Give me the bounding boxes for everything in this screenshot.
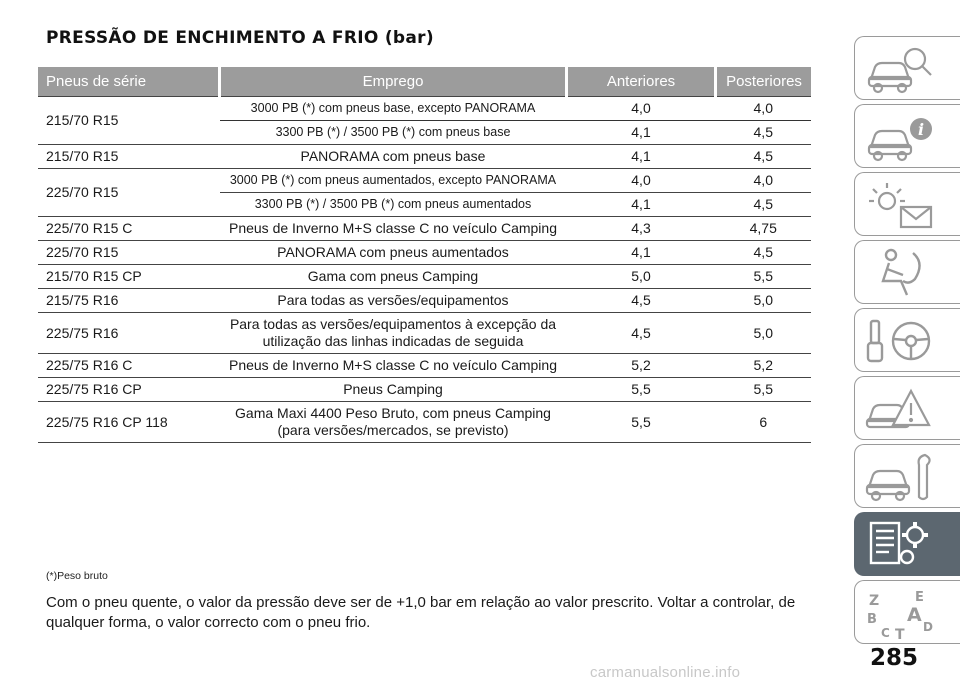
table-row [38,378,811,402]
tire-size-cell: 215/70 R15 CP [38,265,220,289]
side-tab-1[interactable] [854,36,960,100]
rear-pressure-cell: 4,0 [716,97,812,121]
side-tab-3[interactable] [854,172,960,236]
front-pressure-cell: 4,0 [567,169,716,193]
front-pressure-cell: 5,5 [567,378,716,402]
svg-text:A: A [907,604,922,626]
front-pressure-cell: 4,0 [567,97,716,121]
rear-pressure-cell: 4,5 [716,121,812,145]
side-tab-6[interactable] [854,376,960,440]
key-steering-wheel-icon [863,313,943,369]
pressure-table [38,67,811,443]
use-cell: Para todas as versões/equipamentos [220,289,567,313]
warning-light-message-icon [863,177,943,233]
use-cell: 3300 PB (*) / 3500 PB (*) com pneus base [220,121,567,145]
table-row [38,313,811,354]
table-header-row [38,67,811,97]
rear-pressure-cell: 4,5 [716,145,812,169]
page-number: 285 [870,645,919,671]
use-cell: Para todas as versões/equipamentos à excepção da utilização das linhas indicadas de seguida [220,313,567,354]
svg-text:C: C [881,626,890,640]
header-use: Emprego [220,67,567,97]
front-pressure-cell: 4,1 [567,121,716,145]
rear-pressure-cell: 5,5 [716,378,812,402]
header-front: Anteriores [567,67,716,97]
svg-text:i: i [917,120,925,139]
tire-size-cell: 225/75 R16 [38,313,220,354]
tire-size-cell: 225/75 R16 CP [38,378,220,402]
svg-text:E: E [915,590,924,605]
alphabet-index-icon [863,585,943,641]
use-cell: PANORAMA com pneus base [220,145,567,169]
car-search-icon [863,41,943,97]
rear-pressure-cell: 4,5 [716,193,812,217]
side-tab-7[interactable] [854,444,960,508]
use-cell: Pneus de Inverno M+S classe C no veículo Camping [220,354,567,378]
car-info-icon [863,109,943,165]
table-row [38,354,811,378]
page-title: PRESSÃO DE ENCHIMENTO A FRIO (bar) [46,28,434,48]
use-cell: Pneus de Inverno M+S classe C no veículo Camping [220,217,567,241]
side-tab-4[interactable] [854,240,960,304]
rear-pressure-cell: 4,0 [716,169,812,193]
table-body [38,97,811,443]
side-tab-8-active[interactable] [854,512,960,576]
table-row [38,241,811,265]
table-row [38,289,811,313]
tire-size-cell: 215/75 R16 [38,289,220,313]
use-cell: 3300 PB (*) / 3500 PB (*) com pneus aumentados [220,193,567,217]
use-cell: Gama com pneus Camping [220,265,567,289]
rear-pressure-cell: 4,5 [716,241,812,265]
svg-text:T: T [895,627,905,641]
table-row [38,169,811,193]
front-pressure-cell: 4,5 [567,313,716,354]
rear-pressure-cell: 5,2 [716,354,812,378]
side-tab-5[interactable] [854,308,960,372]
use-cell: PANORAMA com pneus aumentados [220,241,567,265]
car-crash-warning-icon [863,381,943,437]
footnote: (*)Peso bruto [46,570,108,582]
use-cell: 3000 PB (*) com pneus aumentados, excepto PANORAMA [220,169,567,193]
front-pressure-cell: 5,0 [567,265,716,289]
front-pressure-cell: 4,5 [567,289,716,313]
front-pressure-cell: 4,1 [567,193,716,217]
rear-pressure-cell: 5,5 [716,265,812,289]
table-row [38,97,811,121]
svg-text:B: B [867,612,877,627]
front-pressure-cell: 5,5 [567,402,716,443]
car-wrench-icon [863,449,943,505]
svg-text:Z: Z [869,593,880,609]
table-row [38,265,811,289]
header-tire: Pneus de série [38,67,220,97]
airbag-seat-icon [863,245,943,301]
table-row [38,402,811,443]
front-pressure-cell: 5,2 [567,354,716,378]
note-paragraph: Com o pneu quente, o valor da pressão deve ser de +1,0 bar em relação ao valor prescrito. Voltar a controlar, de qualquer forma, o valor correcto com o pneu frio. [46,594,796,631]
tire-size-cell: 225/75 R16 CP 118 [38,402,220,443]
tire-size-cell: 215/70 R15 [38,145,220,169]
rear-pressure-cell: 5,0 [716,289,812,313]
tire-size-cell: 225/70 R15 [38,241,220,265]
tire-size-cell: 225/70 R15 C [38,217,220,241]
tire-size-cell: 225/70 R15 [38,169,220,217]
header-rear: Posteriores [716,67,812,97]
use-cell: Pneus Camping [220,378,567,402]
svg-text:D: D [923,620,933,634]
tire-size-cell: 215/70 R15 [38,97,220,145]
side-tab-2[interactable] [854,104,960,168]
side-tab-9[interactable] [854,580,960,644]
watermark: carmanualsonline.info [590,664,741,681]
table-row [38,217,811,241]
use-cell: Gama Maxi 4400 Peso Bruto, com pneus Camping (para versões/mercados, se previsto) [220,402,567,443]
rear-pressure-cell: 5,0 [716,313,812,354]
front-pressure-cell: 4,1 [567,241,716,265]
specs-list-gears-icon [863,517,943,573]
front-pressure-cell: 4,3 [567,217,716,241]
front-pressure-cell: 4,1 [567,145,716,169]
rear-pressure-cell: 4,75 [716,217,812,241]
rear-pressure-cell: 6 [716,402,812,443]
table-row [38,145,811,169]
tire-size-cell: 225/75 R16 C [38,354,220,378]
use-cell: 3000 PB (*) com pneus base, excepto PANORAMA [220,97,567,121]
